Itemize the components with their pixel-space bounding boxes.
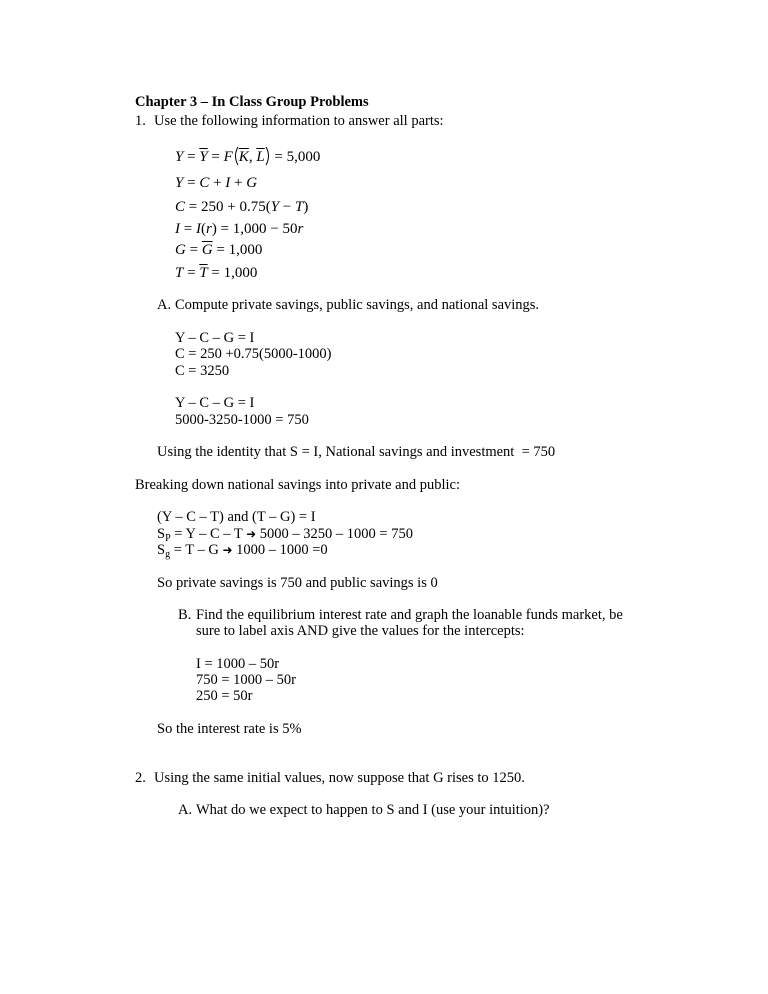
q1a-summary: So private savings is 750 and public savings is 0 bbox=[157, 575, 438, 591]
c-constant: 250 bbox=[200, 199, 224, 215]
work-line: 250 = 50r bbox=[196, 688, 253, 704]
q2a-label: A. bbox=[178, 802, 193, 818]
savings-identity: (Y – C – T) and (T – G) = I bbox=[157, 509, 316, 525]
q1b-label: B. bbox=[178, 607, 192, 623]
q2-prompt: Using the same initial values, now suppose that G rises to 1250. bbox=[154, 770, 525, 786]
equation-government: $G = \overline{G} = 1,000$ bbox=[175, 242, 263, 258]
q2-number: 2. bbox=[135, 770, 146, 786]
equation-taxes: $T = \overline{T} = 1,000$ bbox=[175, 265, 258, 281]
q1-number: 1. bbox=[135, 113, 146, 129]
t-value: 1,000 bbox=[223, 265, 258, 281]
page-title: Chapter 3 – In Class Group Problems bbox=[135, 94, 369, 110]
equation-consumption: C = 250 + 0.75(Y − T) bbox=[175, 199, 309, 215]
right-arrow-icon: ➜ bbox=[246, 527, 257, 541]
q1a-prompt: Compute private savings, public savings, and national savings. bbox=[175, 297, 540, 313]
i-coefficient: 50 bbox=[282, 221, 298, 237]
right-arrow-icon: ➜ bbox=[222, 543, 233, 557]
q1a-breakdown: Breaking down national savings into private and public: bbox=[135, 477, 460, 493]
c-mpc: 0.75 bbox=[239, 199, 266, 215]
private-savings-line: $S_P = Y - C - T$ ➜ 5000 – 3250 – 1000 = 750 bbox=[157, 526, 413, 544]
work-line: Y – C – G = I bbox=[175, 395, 255, 411]
q1b-prompt-line2: sure to label axis AND give the values for the intercepts: bbox=[196, 623, 525, 639]
equation-output: $Y = \overline{Y} = F$ $\overline{K}$, $\overline{L} = 5,000$ bbox=[175, 149, 321, 165]
equation-investment: I = I(r) = 1,000 − 50r bbox=[175, 221, 304, 237]
work-line: 750 = 1000 – 50r bbox=[196, 672, 297, 688]
work-line: I = 1000 – 50r bbox=[196, 656, 280, 672]
work-line: 5000-3250-1000 = 750 bbox=[175, 412, 309, 428]
q2a-prompt: What do we expect to happen to S and I (use your intuition)? bbox=[196, 802, 550, 818]
q1a-conclusion: Using the identity that S = I, National savings and investment = 750 bbox=[157, 444, 556, 460]
public-savings-line: $S_g = T - G$ ➜ 1000 – 1000 =0 bbox=[157, 542, 328, 560]
q1-prompt: Use the following information to answer all parts: bbox=[154, 113, 444, 129]
i-constant: 1,000 bbox=[232, 221, 267, 237]
equation-identity: Y = C + I + G bbox=[175, 175, 258, 191]
q1a-label: A. bbox=[157, 297, 172, 313]
g-value: 1,000 bbox=[228, 242, 263, 258]
work-line: C = 250 +0.75(5000-1000) bbox=[175, 346, 332, 362]
work-line: Y – C – G = I bbox=[175, 330, 255, 346]
q1b-prompt-line1: Find the equilibrium interest rate and graph the loanable funds market, be bbox=[196, 607, 623, 623]
output-value: 5,000 bbox=[286, 149, 321, 165]
work-line: C = 3250 bbox=[175, 363, 230, 379]
q1b-conclusion: So the interest rate is 5% bbox=[157, 721, 302, 737]
